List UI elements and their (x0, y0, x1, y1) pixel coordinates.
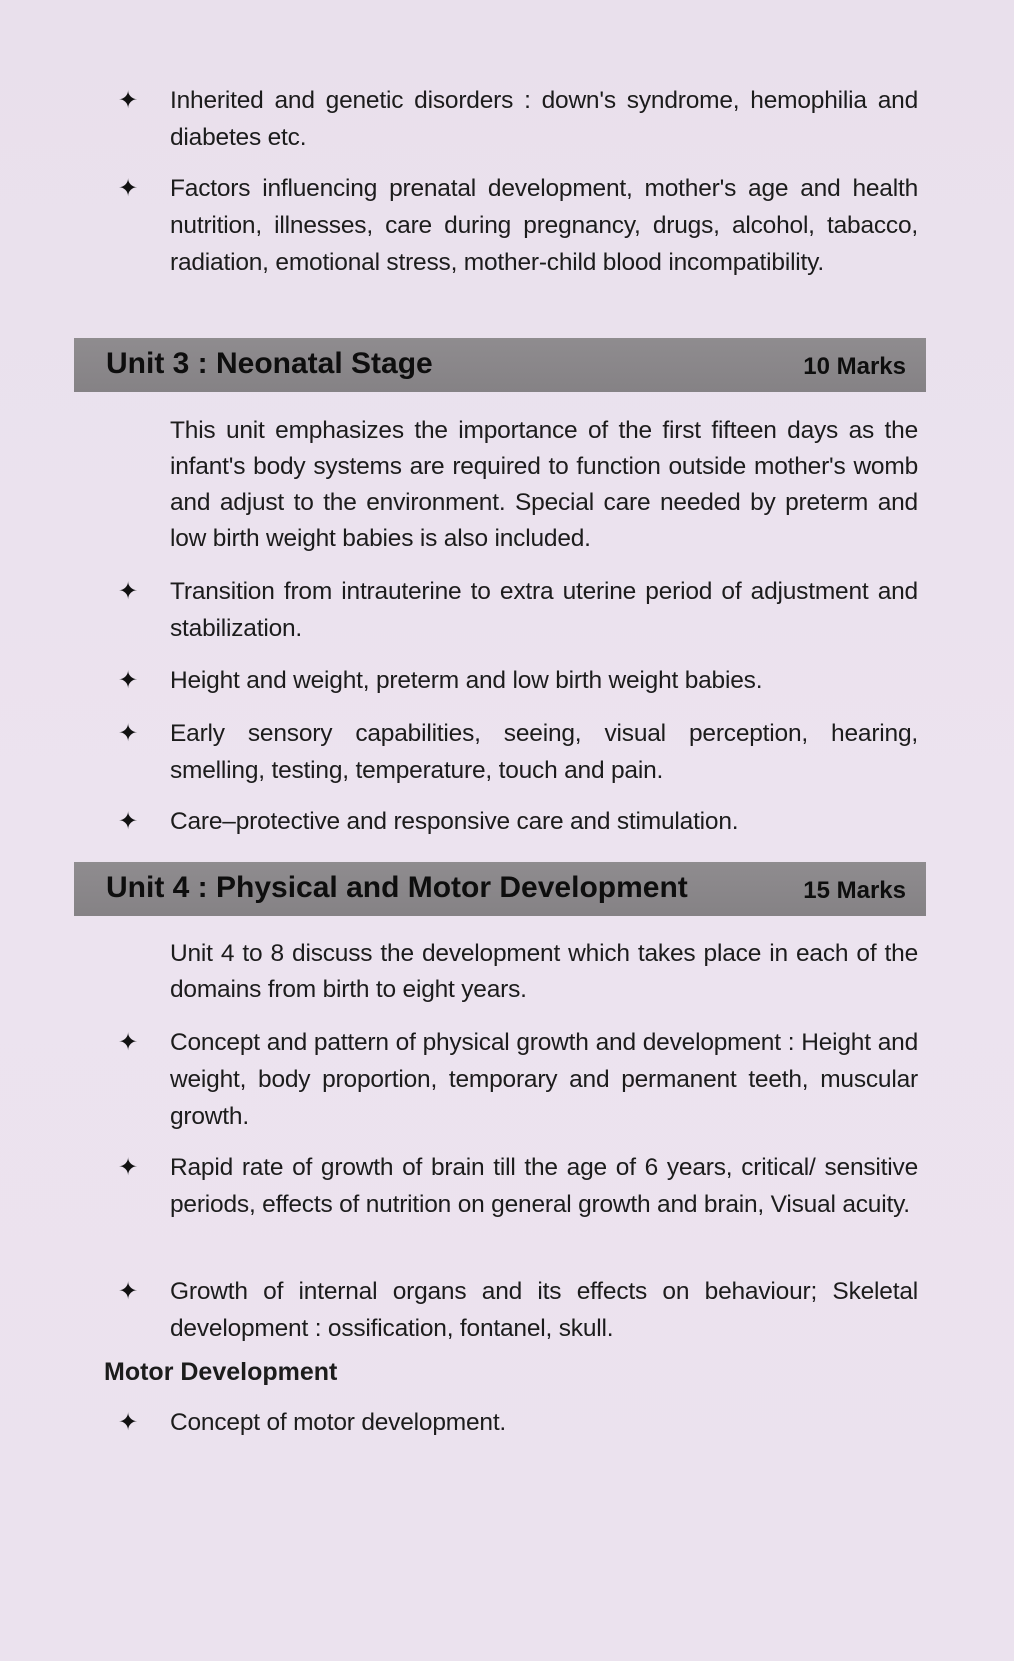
unit-3-title: Unit 3 : Neonatal Stage (106, 347, 433, 380)
bullet-text: Concept and pattern of physical growth and development : Height and weight, body proportion, temporary and permanent teeth, muscular growth. (170, 1029, 918, 1130)
list-item (118, 573, 918, 647)
list-item (118, 82, 918, 156)
bullet-text: Concept of motor development. (170, 1409, 507, 1436)
list-item (118, 715, 918, 789)
bullet-star-icon: ✦ (118, 578, 139, 605)
bullet-text: Factors influencing prenatal development, mother's age and health nutrition, illnesses, care during pregnancy, drugs, alcohol, tabacco, radiation, emotional stress, mother-child blood incompatibility. (170, 175, 918, 276)
bullet-text: Height and weight, preterm and low birth weight babies. (170, 667, 763, 694)
bullet-star-icon: ✦ (118, 175, 139, 202)
list-item (118, 170, 918, 281)
unit-3-marks: 10 Marks (803, 353, 906, 380)
list-item (118, 803, 918, 840)
bullet-text: Rapid rate of growth of brain till the age of 6 years, critical/ sensitive periods, effects of nutrition on general growth and brain, Visual acuity. (170, 1154, 918, 1218)
bullet-star-icon: ✦ (118, 808, 139, 835)
unit-4-title: Unit 4 : Physical and Motor Development (106, 871, 688, 904)
unit-3-header (74, 338, 926, 392)
unit-4-intro: Unit 4 to 8 discuss the development which takes place in each of the domains from birth to eight years. (170, 940, 918, 1003)
bullet-star-icon: ✦ (118, 1029, 139, 1056)
list-item (118, 1404, 918, 1441)
unit-3-intro: This unit emphasizes the importance of the first fifteen days as the infant's body systems are required to function outside mother's womb and adjust to the environment. Special care needed by preterm and low birth weight babies is also included. (170, 417, 918, 552)
list-item (118, 662, 918, 699)
list-item (118, 1024, 918, 1135)
bullet-star-icon: ✦ (118, 720, 139, 747)
bullet-star-icon: ✦ (118, 1278, 139, 1305)
unit-4-header (74, 862, 926, 916)
list-item (118, 1273, 918, 1347)
bullet-text: Growth of internal organs and its effects on behaviour; Skeletal development : ossification, fontanel, skull. (170, 1278, 918, 1342)
list-item (118, 1149, 918, 1223)
bullet-text: Care–protective and responsive care and stimulation. (170, 808, 739, 835)
bullet-star-icon: ✦ (118, 667, 139, 694)
bullet-text: Transition from intrauterine to extra uterine period of adjustment and stabilization. (170, 578, 918, 642)
bullet-star-icon: ✦ (118, 1154, 139, 1181)
bullet-text: Early sensory capabilities, seeing, visual perception, hearing, smelling, testing, temperature, touch and pain. (170, 720, 918, 784)
bullet-text: Inherited and genetic disorders : down's syndrome, hemophilia and diabetes etc. (170, 87, 918, 151)
bullet-star-icon: ✦ (118, 87, 139, 114)
unit-4-marks: 15 Marks (803, 877, 906, 904)
bullet-star-icon: ✦ (118, 1409, 139, 1436)
motor-development-heading: Motor Development (104, 1358, 338, 1386)
